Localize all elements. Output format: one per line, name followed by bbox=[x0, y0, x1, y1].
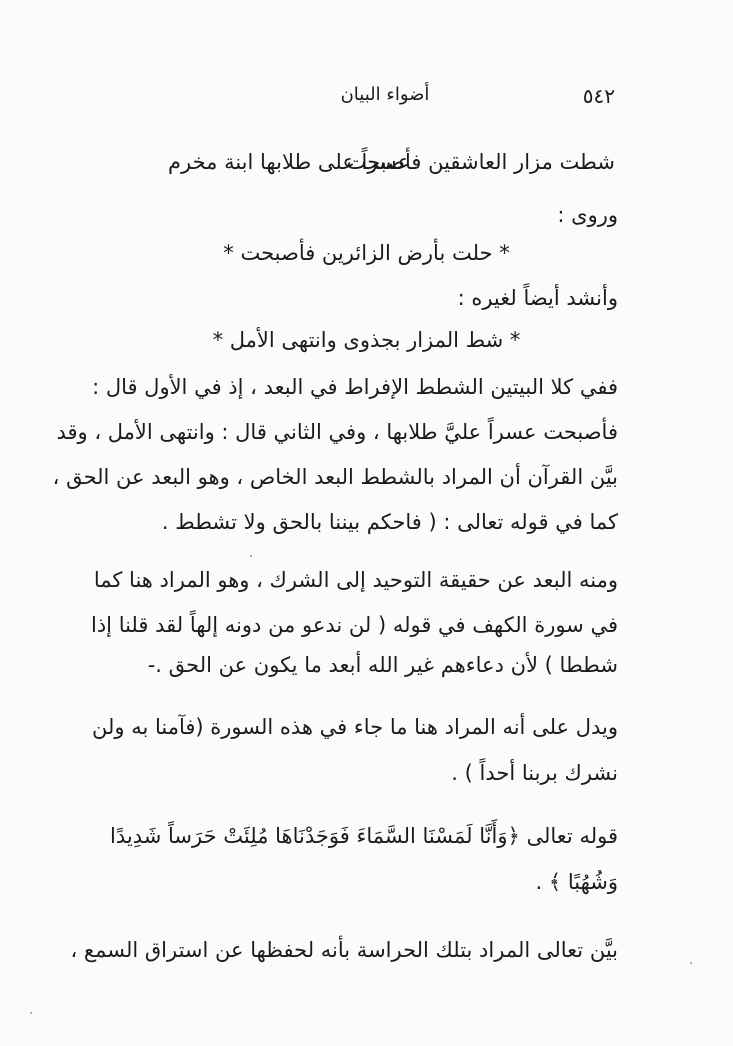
verse-line: * حلت بأرض الزائرين فأصبحت * bbox=[223, 241, 510, 265]
paragraph-line: شططا ) لأن دعاءهم غير الله أبعد ما يكون عن الحق .- bbox=[147, 653, 618, 677]
paragraph-line: ففي كلا البيتين الشطط الإفراط في البعد ، إذ في الأول قال : bbox=[92, 375, 618, 399]
paragraph-line: نشرك بربنا أحداً ) . bbox=[451, 761, 618, 785]
paper-speck bbox=[690, 962, 692, 964]
poem-hemistich-second: عسراً على طلابها ابنة مخرم bbox=[168, 150, 411, 174]
paper-speck bbox=[30, 1012, 32, 1014]
header-rule bbox=[108, 113, 621, 114]
poem-hemistich-first: شطت مزار العاشقين فأصبحت bbox=[346, 150, 615, 174]
verse-line: * شط المزار بجذوى وانتهى الأمل * bbox=[212, 328, 521, 352]
quran-verse-line: قوله تعالى ﴿وَأَنَّا لَمَسْنَا السَّمَاءَ فَوَجَدْنَاهَا مُلِئَتْ حَرَساً شَدِيدًا bbox=[110, 824, 618, 848]
paragraph-line: فأصبحت عسراً عليَّ طلابها ، وفي الثاني قال : وانتهى الأمل ، وقد bbox=[56, 420, 618, 444]
page-number: ٥٤٢ bbox=[582, 84, 615, 108]
paper-speck bbox=[250, 555, 252, 557]
text-line: وروى : bbox=[557, 203, 618, 227]
paragraph-line: في سورة الكهف في قوله ( لن ندعو من دونه إلهاً لقد قلنا إذا bbox=[91, 613, 618, 637]
text-line: وأنشد أيضاً لغيره : bbox=[457, 286, 618, 310]
paragraph-line: ويدل على أنه المراد هنا ما جاء في هذه السورة (فآمنا به ولن bbox=[92, 715, 618, 739]
paragraph-line: بيَّن تعالى المراد بتلك الحراسة بأنه لحفظها عن استراق السمع ، bbox=[70, 938, 618, 962]
paragraph-line: بيَّن القرآن أن المراد بالشطط البعد الخاص ، وهو البعد عن الحق ، bbox=[52, 465, 618, 489]
paragraph-line: ومنه البعد عن حقيقة التوحيد إلى الشرك ، وهو المراد هنا كما bbox=[93, 568, 618, 592]
running-title: أضواء البيان bbox=[340, 84, 430, 105]
quran-verse-line: وَشُهُبًا ﴾ . bbox=[535, 870, 618, 894]
paragraph-line: كما في قوله تعالى : ( فاحكم بيننا بالحق ولا تشطط . bbox=[161, 510, 618, 534]
